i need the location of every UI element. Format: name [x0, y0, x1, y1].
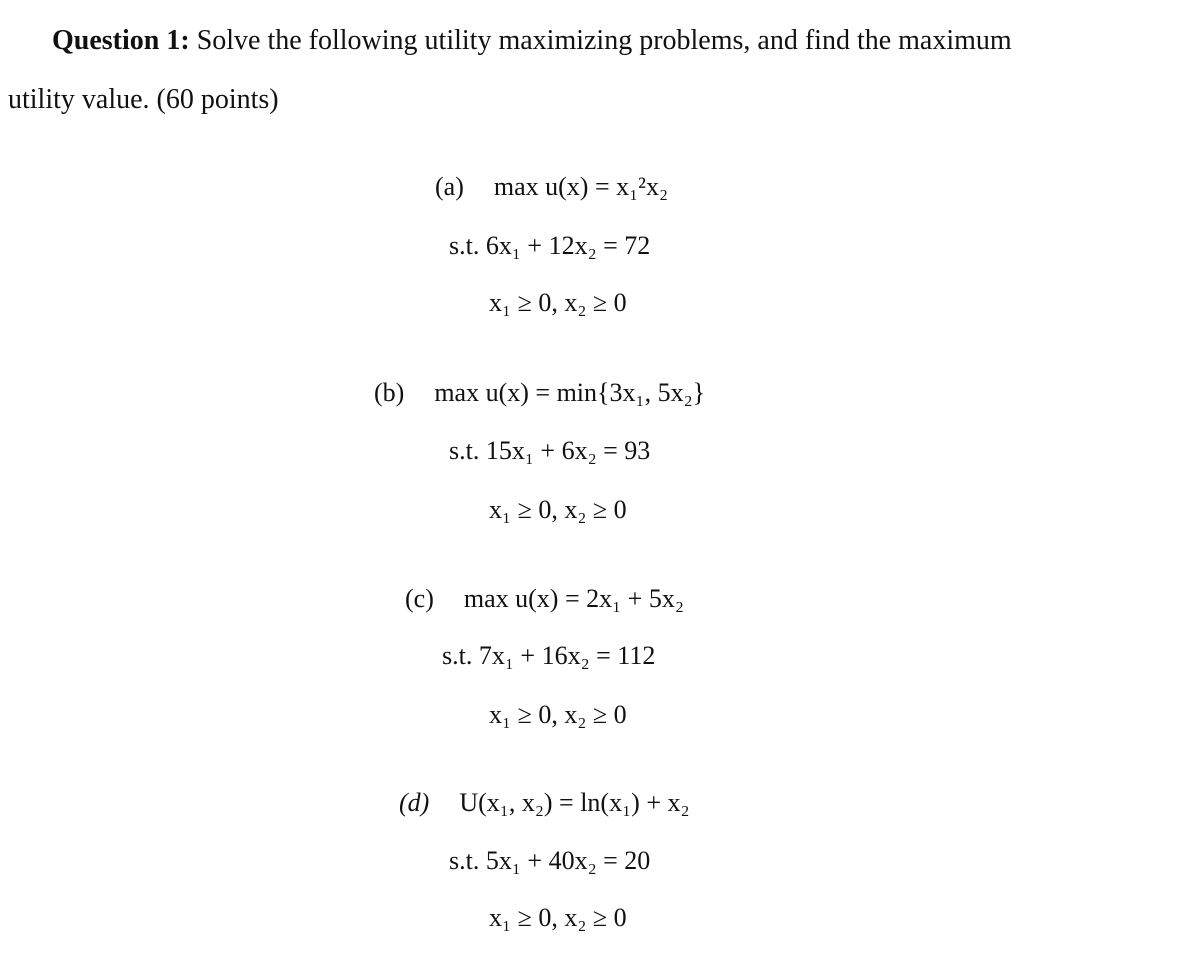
problem-c-objective-row	[405, 586, 684, 612]
problem-d-label: (d)	[399, 788, 430, 817]
problem-c-label: (c)	[405, 584, 434, 613]
problem-d-objective: U(x₁, x₂) = ln(x₁) + x₂	[459, 788, 690, 817]
problem-c-constraint: s.t. 7x₁ + 16x₂ = 112	[442, 641, 656, 670]
problem-b-nonneg: x₁ ≥ 0, x₂ ≥ 0	[489, 495, 627, 524]
problem-a-objective-row	[435, 174, 668, 200]
problem-b-objective-row	[374, 380, 705, 406]
problem-a-constraint: s.t. 6x₁ + 12x₂ = 72	[449, 231, 651, 260]
question-text-1: Solve the following utility maximizing problems, and find the maximum	[189, 25, 1012, 56]
problem-b-constraint: s.t. 15x₁ + 6x₂ = 93	[449, 436, 651, 465]
problem-a-objective: max u(x) = x₁²x₂	[493, 172, 669, 201]
problem-d-constraint: s.t. 5x₁ + 40x₂ = 20	[449, 846, 651, 875]
problem-a-nonneg: x₁ ≥ 0, x₂ ≥ 0	[489, 288, 627, 317]
problem-c-objective: max u(x) = 2x₁ + 5x₂	[463, 584, 684, 613]
problem-c-nonneg: x₁ ≥ 0, x₂ ≥ 0	[489, 700, 627, 729]
question-line-1	[52, 27, 1012, 55]
problem-b-objective: max u(x) = min{3x₁, 5x₂}	[434, 378, 706, 407]
problem-a-label: (a)	[435, 172, 464, 201]
problem-d-nonneg: x₁ ≥ 0, x₂ ≥ 0	[489, 903, 627, 932]
problem-d-objective-row	[399, 790, 690, 816]
problem-b-label: (b)	[374, 378, 405, 407]
question-label: Question 1:	[52, 25, 190, 56]
question-line-2: utility value. (60 points)	[8, 84, 279, 115]
